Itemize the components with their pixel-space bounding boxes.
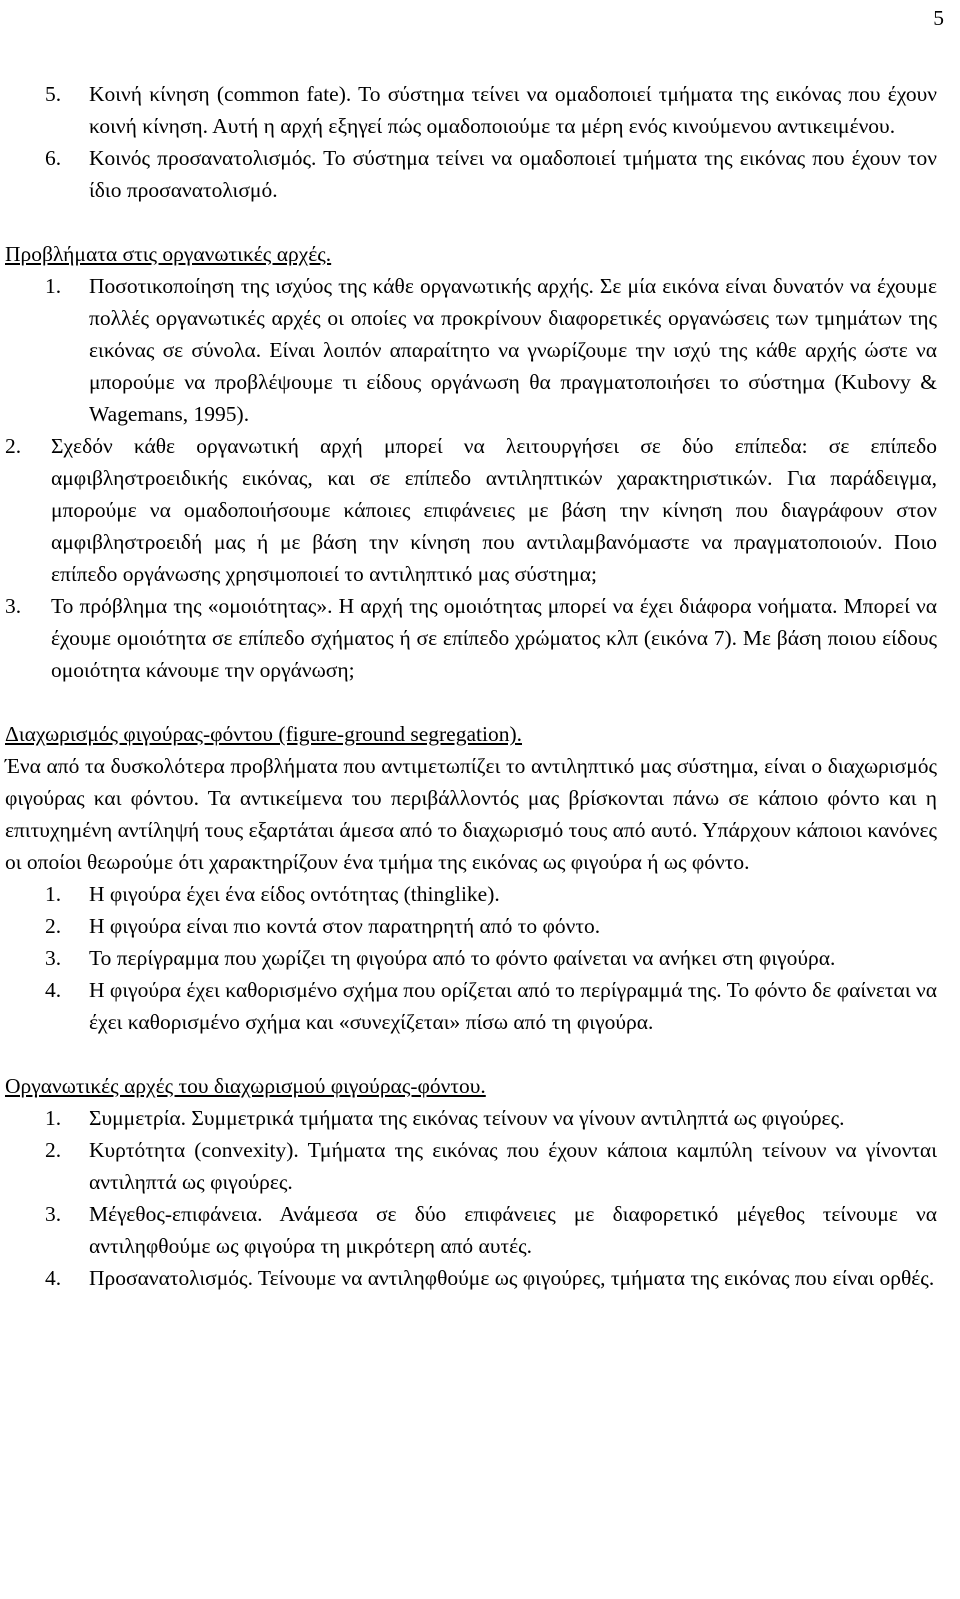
list-item (5, 1102, 937, 1134)
section-heading-figure-ground: Διαχωρισμός φιγούρας-φόντου (figure-ground segregation). (5, 722, 522, 746)
list-item-number: 4. (45, 978, 62, 1002)
list-item-text: Κυρτότητα (convexity). Τμήματα της εικόνας που έχουν κάποια καμπύλη τείνουν να γίνονται αντιληπτά ως φιγούρες. (89, 1138, 937, 1194)
list-item-text: Μέγεθος-επιφάνεια. Ανάμεσα σε δύο επιφάνειες με διαφορετικό μέγεθος τείνουμε να αντιληφθούμε ως φιγούρα τη μικρότερη από αυτές. (89, 1202, 937, 1258)
section-heading-problems: Προβλήματα στις οργανωτικές αρχές. (5, 242, 332, 266)
org-principles-section (5, 1070, 937, 1294)
list-item (5, 910, 937, 942)
list-item-text: Κοινή κίνηση (common fate). Το σύστημα τείνει να ομαδοποιεί τμήματα της εικόνας που έχουν κοινή κίνηση. Αυτή η αρχή εξηγεί πώς ομαδοποιούμε τα μέρη ενός κινούμενου αντικειμένου. (89, 82, 937, 138)
list-item-number: 2. (45, 1138, 62, 1162)
list-item-text: Η φιγούρα είναι πιο κοντά στον παρατηρητή από το φόντο. (89, 914, 601, 938)
list-item-number: 3. (45, 1202, 62, 1226)
list-item-text: Κοινός προσανατολισμός. Το σύστημα τείνει να ομαδοποιεί τμήματα της εικόνας που έχουν τον ίδιο προσανατολισμό. (89, 146, 937, 202)
list-item-number: 1. (45, 882, 62, 906)
list-item (5, 974, 937, 1038)
list-item-number: 1. (45, 274, 62, 298)
list-item-text: Η φιγούρα έχει καθορισμένο σχήμα που ορίζεται από το περίγραμμά της. Το φόντο δε φαίνεται να έχει καθορισμένο σχήμα και «συνεχίζεται» πίσω από τη φιγούρα. (89, 978, 937, 1034)
list-item-text: Ποσοτικοποίηση της ισχύος της κάθε οργανωτικής αρχής. Σε μία εικόνα είναι δυνατόν να έχουμε πολλές οργανωτικές αρχές οι οποίες να προκρίνουν διαφορετικές οργανώσεις των τμημάτων της εικόνας σε σύνολα. Είναι λοιπόν απαραίτητο να γνωρίζουμε την ισχύ της κάθε αρχής ώστε να μπορούμε να προβλέψουμε τι είδους οργάνωση θα πραγματοποιήσει το σύστημα (Kubovy & Wagemans, 1995). (89, 274, 937, 426)
list-item-number: 4. (45, 1266, 62, 1290)
list-item (5, 1262, 937, 1294)
list-item-text: Το περίγραμμα που χωρίζει τη φιγούρα από το φόντο φαίνεται να ανήκει στη φιγούρα. (89, 946, 836, 970)
list-item-number: 1. (45, 1106, 62, 1130)
list-item-number: 2. (45, 914, 62, 938)
problems-section (5, 238, 937, 686)
list-item-text: Η φιγούρα έχει ένα είδος οντότητας (thinglike). (89, 882, 500, 906)
list-item (5, 942, 937, 974)
list-item (5, 78, 937, 142)
document-page (5, 78, 937, 1294)
list-item (5, 590, 937, 686)
list-item (5, 430, 937, 590)
list-item (5, 1198, 937, 1262)
list-item (5, 878, 937, 910)
page-number: 5 (933, 6, 944, 30)
list-item (5, 270, 937, 430)
list-item-number: 5. (45, 82, 62, 106)
list-item-number: 3. (5, 594, 22, 618)
list-item-text: Σχεδόν κάθε οργανωτική αρχή μπορεί να λειτουργήσει σε δύο επίπεδα: σε επίπεδο αμφιβληστροειδικής εικόνας, και σε επίπεδο αντιληπτικών χαρακτηριστικών. Για παράδειγμα, μπορούμε να ομαδοποιήσουμε κάποιες επιφάνειες με βάση την κίνηση που διαγράφουν στον αμφιβληστροειδή μας ή με βάση την κίνηση που αντιλαμβανόμαστε να πραγματοποιούν. Ποιο επίπεδο οργάνωσης χρησιμοποιεί το αντιληπτικό μας σύστημα; (51, 434, 937, 586)
section-heading-org-principles: Οργανωτικές αρχές του διαχωρισμού φιγούρας-φόντου. (5, 1074, 486, 1098)
list-item-number: 2. (5, 434, 22, 458)
figure-ground-intro: Ένα από τα δυσκολότερα προβλήματα που αντιμετωπίζει το αντιληπτικό μας σύστημα, είναι ο διαχωρισμός φιγούρας και φόντου. Τα αντικείμενα του περιβάλλοντός μας βρίσκονται πάνω σε κάποιο φόντο και η επιτυχημένη αντίληψή τους εξαρτάται άμεσα από το διαχωρισμό τους από αυτό. Υπάρχουν κάποιοι κανόνες οι οποίοι θεωρούμε ότι χαρακτηρίζουν ένα τμήμα της εικόνας ως φιγούρα ή ως φόντο. (5, 754, 937, 874)
list-item (5, 142, 937, 206)
list-item-text: Το πρόβλημα της «ομοιότητας». Η αρχή της ομοιότητας μπορεί να έχει διάφορα νοήματα. Μπορεί να έχουμε ομοιότητα σε επίπεδο σχήματος ή σε επίπεδο χρώματος κλπ (εικόνα 7). Με βάση ποιου είδους ομοιότητα κάνουμε την οργάνωση; (51, 594, 937, 682)
gestalt-principles-list (5, 78, 937, 206)
list-item-number: 3. (45, 946, 62, 970)
figure-ground-section (5, 718, 937, 1038)
list-item-number: 6. (45, 146, 62, 170)
list-item (5, 1134, 937, 1198)
list-item-text: Συμμετρία. Συμμετρικά τμήματα της εικόνας τείνουν να γίνουν αντιληπτά ως φιγούρες. (89, 1106, 845, 1130)
list-item-text: Προσανατολισμός. Τείνουμε να αντιληφθούμε ως φιγούρες, τμήματα της εικόνας που είναι ορθές. (89, 1266, 935, 1290)
